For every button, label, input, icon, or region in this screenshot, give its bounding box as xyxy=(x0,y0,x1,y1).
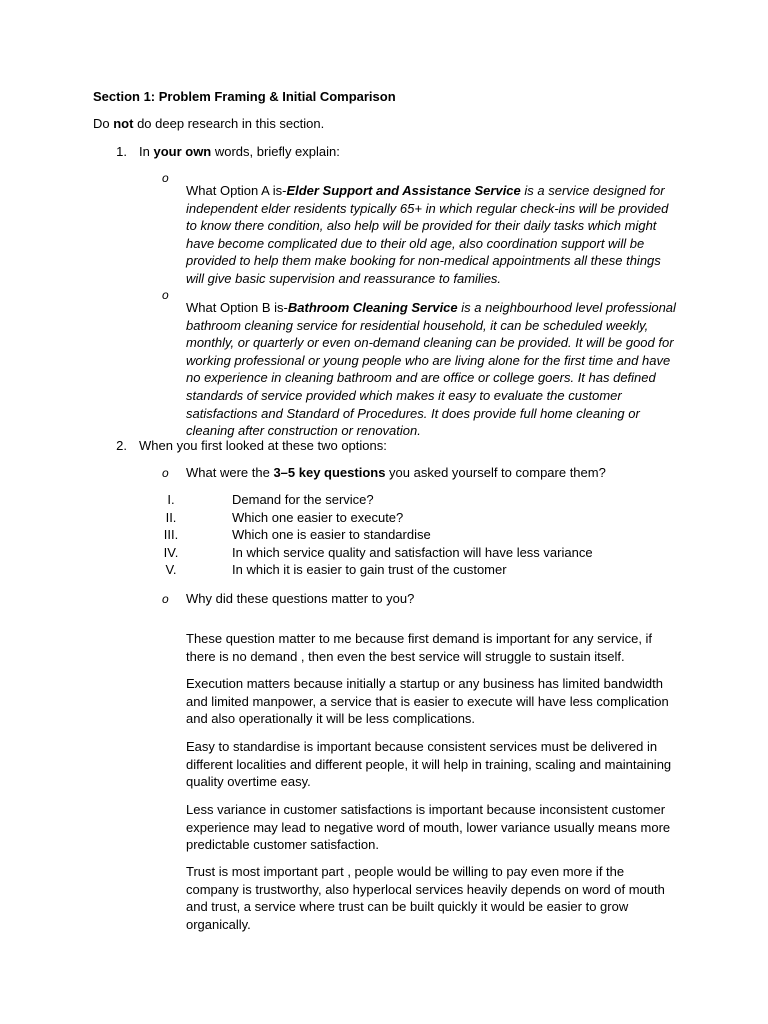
q1-text xyxy=(139,143,340,161)
list-item-text: In which service quality and satisfaction will have less variance xyxy=(232,544,593,560)
intro-pre: Do xyxy=(93,116,114,131)
option-a-name: Elder Support and Assistance Service xyxy=(286,183,521,198)
list-item-number: V. xyxy=(165,562,177,578)
option-b-lead: What Option B is- xyxy=(186,300,288,315)
bullet-marker: o xyxy=(162,171,169,185)
list-item xyxy=(165,509,666,527)
list-item xyxy=(167,491,666,509)
list-item xyxy=(163,544,666,562)
list-item-text: Which one easier to execute? xyxy=(232,509,404,525)
option-b-text: is a neighbourhood level professional bathroom cleaning service for residential household, it can be scheduled weekly, monthly, or quarterly or even on-demand cleaning can be provided. It will be good for working professional or young people who are living alone for the first time and have no experience in cleaning bathroom and are office or college goers. It has defined standards of service provided which makes it easy to evaluate the customer satisfactions and Standard of Procedures. It does provide full home cleaning or cleaning after construction or renovation. xyxy=(186,300,676,439)
intro-post: do deep research in this section. xyxy=(133,116,325,131)
list-item-number: II. xyxy=(165,509,177,525)
list-item-text: Demand for the service? xyxy=(232,492,374,507)
list-item-text: Which one is easier to standardise xyxy=(232,527,431,543)
q1-post: words, briefly explain: xyxy=(211,144,340,159)
why-questions-prompt: Why did these questions matter to you? xyxy=(186,591,415,606)
list-item-number: IV. xyxy=(163,544,179,560)
option-b-name: Bathroom Cleaning Service xyxy=(287,300,458,315)
answer-trust: Trust is most important part , people would be willing to pay even more if the company is trustworthy, also hyperlocal services heavily depends on word of mouth and trust, a service where trust can be built quickly it would be easier to grow organically. xyxy=(186,864,665,932)
answer-standardise: Easy to standardise is important because consistent services must be delivered in different localities and different people, it will help in training, scaling and maintaining quality overtime easy. xyxy=(186,739,672,790)
answer-execution: Execution matters because initially a startup or any business has limited bandwidth and limited manpower, a service that is easier to execute will have less complication and also operationally it will be less complications. xyxy=(186,676,669,727)
bullet-marker: o xyxy=(162,592,169,606)
intro-bold: not xyxy=(113,116,134,131)
q1-pre: In xyxy=(139,144,154,159)
key-questions-post: you asked yourself to compare them? xyxy=(385,465,606,480)
key-questions-prompt xyxy=(186,464,606,482)
option-a-lead: What Option A is- xyxy=(186,183,287,198)
option-a-text: is a service designed for independent elder residents typically 65+ in which regular check-ins will be provided to know there condition, also help will be provided for their daily tasks which might have become complicated due to their old age, also coordination support will be provided to help them make booking for non-medical appointments all these things will give basic supervision and reassurance to families. xyxy=(186,183,669,286)
key-questions-list xyxy=(163,491,666,579)
intro-line xyxy=(93,115,324,133)
section-heading: Section 1: Problem Framing & Initial Comparison xyxy=(93,89,396,104)
list-item xyxy=(163,526,666,544)
key-questions-bold: 3–5 key questions xyxy=(273,465,386,480)
list-item-number: III. xyxy=(163,527,179,543)
q2-number: 2. xyxy=(116,438,127,453)
key-questions-pre: What were the xyxy=(186,465,274,480)
answer-demand: These question matter to me because first demand is important for any service, if there is no demand , then even the best service will struggle to sustain itself. xyxy=(186,631,653,664)
answer-variance: Less variance in customer satisfactions is important because inconsistent customer experience may lead to negative word of mouth, lower variance usually means more predictable customer satisfaction. xyxy=(186,802,671,853)
list-item xyxy=(165,561,666,579)
q1-bold: your own xyxy=(153,144,212,159)
option-a-paragraph xyxy=(186,182,676,288)
q2-text: When you first looked at these two options: xyxy=(139,438,387,453)
bullet-marker: o xyxy=(162,288,169,302)
option-b-paragraph xyxy=(186,299,676,440)
bullet-marker: o xyxy=(162,466,169,480)
list-item-number: I. xyxy=(167,492,175,507)
list-item-text: In which it is easier to gain trust of the customer xyxy=(232,562,507,578)
q1-number: 1. xyxy=(116,144,127,159)
